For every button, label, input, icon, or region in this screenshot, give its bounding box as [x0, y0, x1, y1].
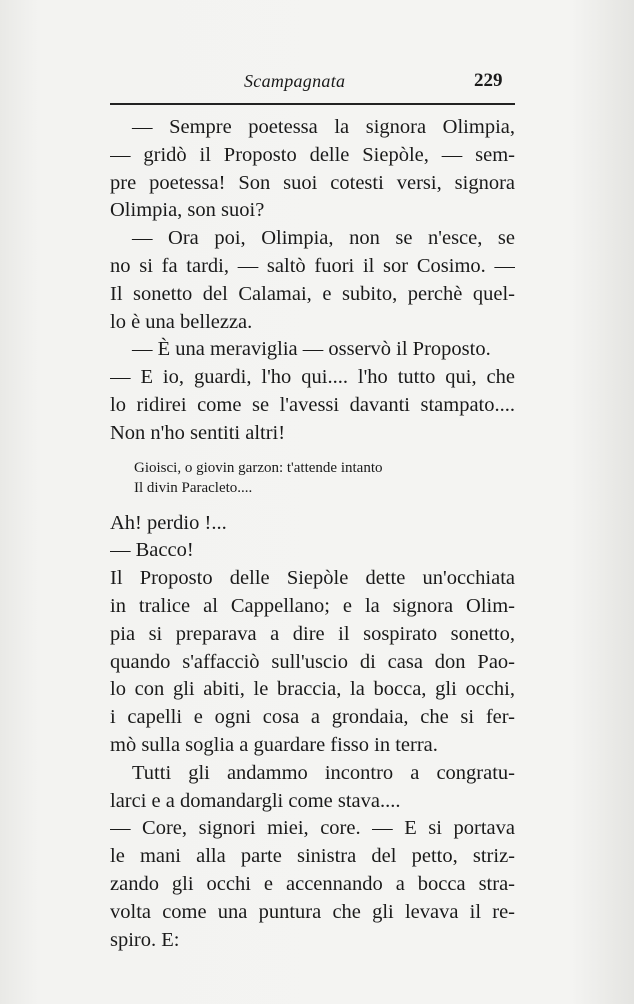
text-line: zando gli occhi e accennando a bocca stra- — [110, 872, 515, 895]
text-line: i capelli e ogni cosa a grondaia, che si fer- — [110, 706, 515, 729]
text-line: in tralice al Cappellano; e la signora Olim- — [110, 594, 515, 617]
body-text — [110, 114, 515, 954]
text-line: Olimpia, son suoi? — [110, 199, 265, 222]
text-line: larci e a domandargli come stava.... — [110, 789, 401, 812]
paragraph — [110, 537, 515, 565]
text-line: pia si preparava a dire il sospirato sonetto, — [110, 622, 515, 645]
verse-line: Gioisci, o giovin garzon: t'attende intanto — [134, 459, 383, 476]
text-line: mò sulla soglia a guardare fisso in terra. — [110, 733, 438, 756]
text-line: quando s'affacciò sull'uscio di casa don Pao- — [110, 650, 515, 673]
paragraph — [110, 760, 515, 816]
text-line: spiro. E: — [110, 928, 180, 951]
running-title: Scampagnata — [244, 71, 346, 91]
paragraph — [110, 336, 515, 364]
text-line: Tutti gli andammo incontro a congratu- — [132, 761, 515, 784]
text-line: lo è una bellezza. — [110, 310, 253, 333]
text-line: volta come una puntura che gli levava il re- — [110, 900, 515, 923]
page-number: 229 — [474, 70, 503, 91]
text-line: pre poetessa! Son suoi cotesti versi, signora — [110, 171, 515, 194]
paragraph — [110, 815, 515, 954]
text-line: no si fa tardi, — saltò fuori il sor Cosimo. — — [110, 254, 515, 277]
verse-line: Il divin Paracleto.... — [134, 479, 253, 496]
paragraph — [110, 364, 515, 447]
text-line: — Sempre poetessa la signora Olimpia, — [132, 116, 515, 138]
verse-quote — [110, 458, 515, 498]
text-line: Non n'ho sentiti altri! — [110, 421, 286, 444]
text-line: — gridò il Proposto delle Siepòle, — sem- — [110, 143, 515, 166]
text-line: — Core, signori miei, core. — E si portava — [110, 817, 515, 840]
text-line: Ah! perdio !... — [110, 511, 227, 534]
text-line: — È una meraviglia — osservò il Proposto. — [132, 338, 491, 361]
paragraph — [110, 565, 515, 760]
text-line: lo con gli abiti, le braccia, la bocca, gli occhi, — [110, 678, 515, 701]
paragraph — [110, 510, 515, 538]
header-rule — [110, 103, 515, 105]
text-line: — E io, guardi, l'ho qui.... l'ho tutto qui, che — [110, 366, 515, 389]
text-line: — Ora poi, Olimpia, non se n'esce, se — [132, 227, 515, 250]
paragraph — [110, 225, 515, 336]
text-line: le mani alla parte sinistra del petto, striz- — [110, 845, 515, 868]
text-line: — Bacco! — [110, 539, 194, 562]
paragraph — [110, 114, 515, 225]
text-line: Il sonetto del Calamai, e subito, perchè quel- — [110, 282, 515, 305]
text-line: lo ridirei come se l'avessi davanti stampato.... — [110, 393, 515, 416]
text-line: Il Proposto delle Siepòle dette un'occhiata — [110, 567, 515, 590]
